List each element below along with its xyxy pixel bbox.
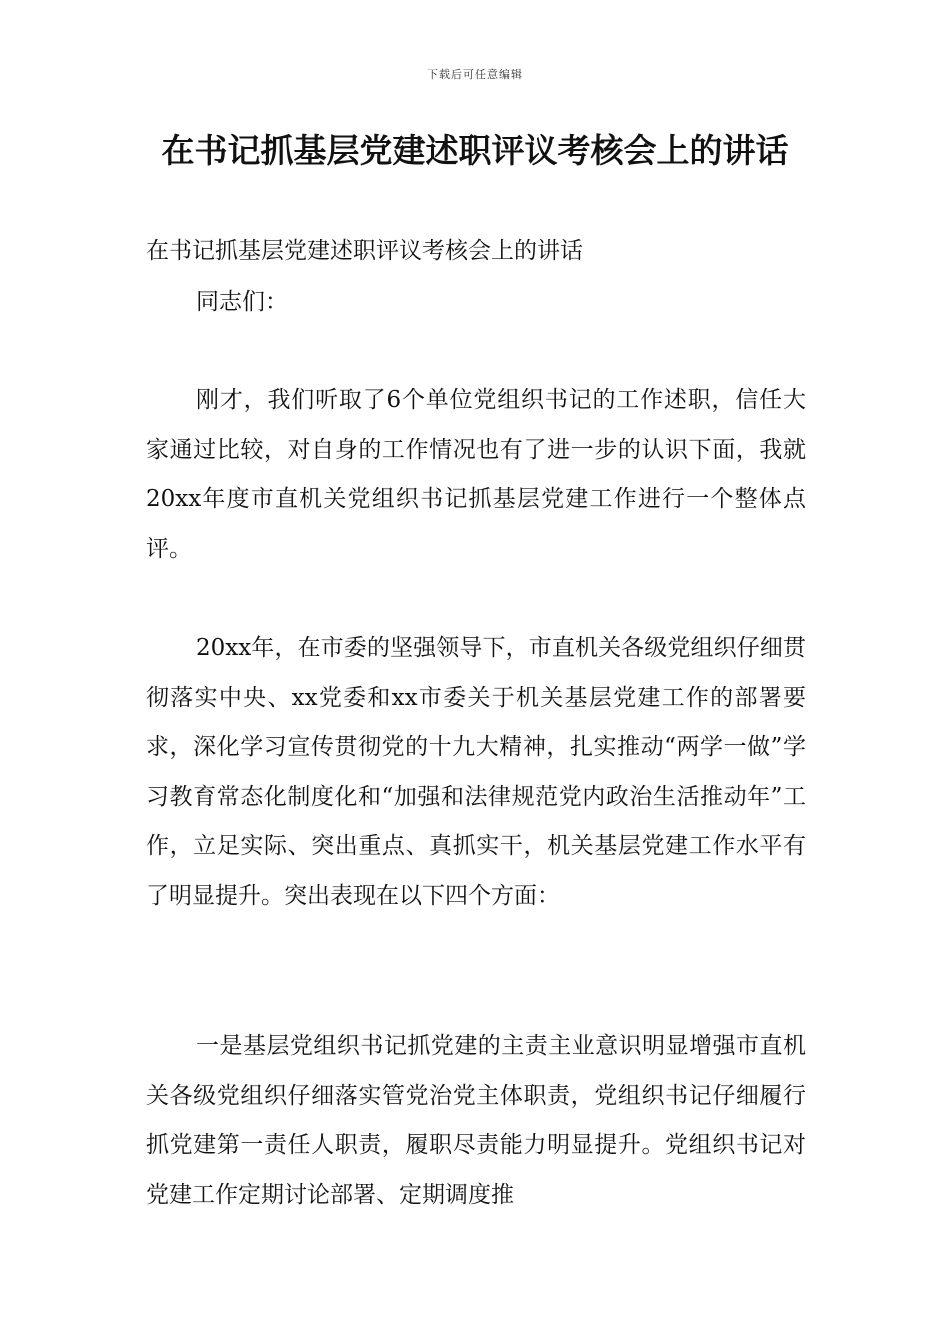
header-note: 下载后可任意编辑 <box>427 68 523 81</box>
document-title: 在书记抓基层党建述职评议考核会上的讲话 <box>161 131 789 170</box>
document-subtitle: 在书记抓基层党建述职评议考核会上的讲话 <box>146 238 583 264</box>
greeting: 同志们： <box>196 289 288 315</box>
paragraph: 刚才，我们听取了6个单位党组织书记的工作述职，信任大家通过比较，对自身的工作情况也有了进一步的认识下面，我就20xx年度市直机关党组织书记抓基层党建工作进行一个整体点评。 <box>146 387 806 562</box>
paragraph: 20xx年，在市委的坚强领导下，市直机关各级党组织仔细贯彻落实中央、xx党委和xx市委关于机关基层党建工作的部署要求，深化学习宣传贯彻党的十九大精神，扎实推动“两学一做”学习教育常态化制度化和“加强和法律规范党内政治生活推动年”工作，立足实际、突出重点、真抓实干，机关基层党建工作水平有了明显提升。突出表现在以下四个方面： <box>146 635 806 909</box>
paragraph: 一是基层党组织书记抓党建的主责主业意识明显增强市直机关各级党组织仔细落实管党治党主体职责，党组织书记仔细履行抓党建第一责任人职责，履职尽责能力明显提升。党组织书记对党建工作定期讨论部署、定期调度推 <box>146 1033 806 1208</box>
